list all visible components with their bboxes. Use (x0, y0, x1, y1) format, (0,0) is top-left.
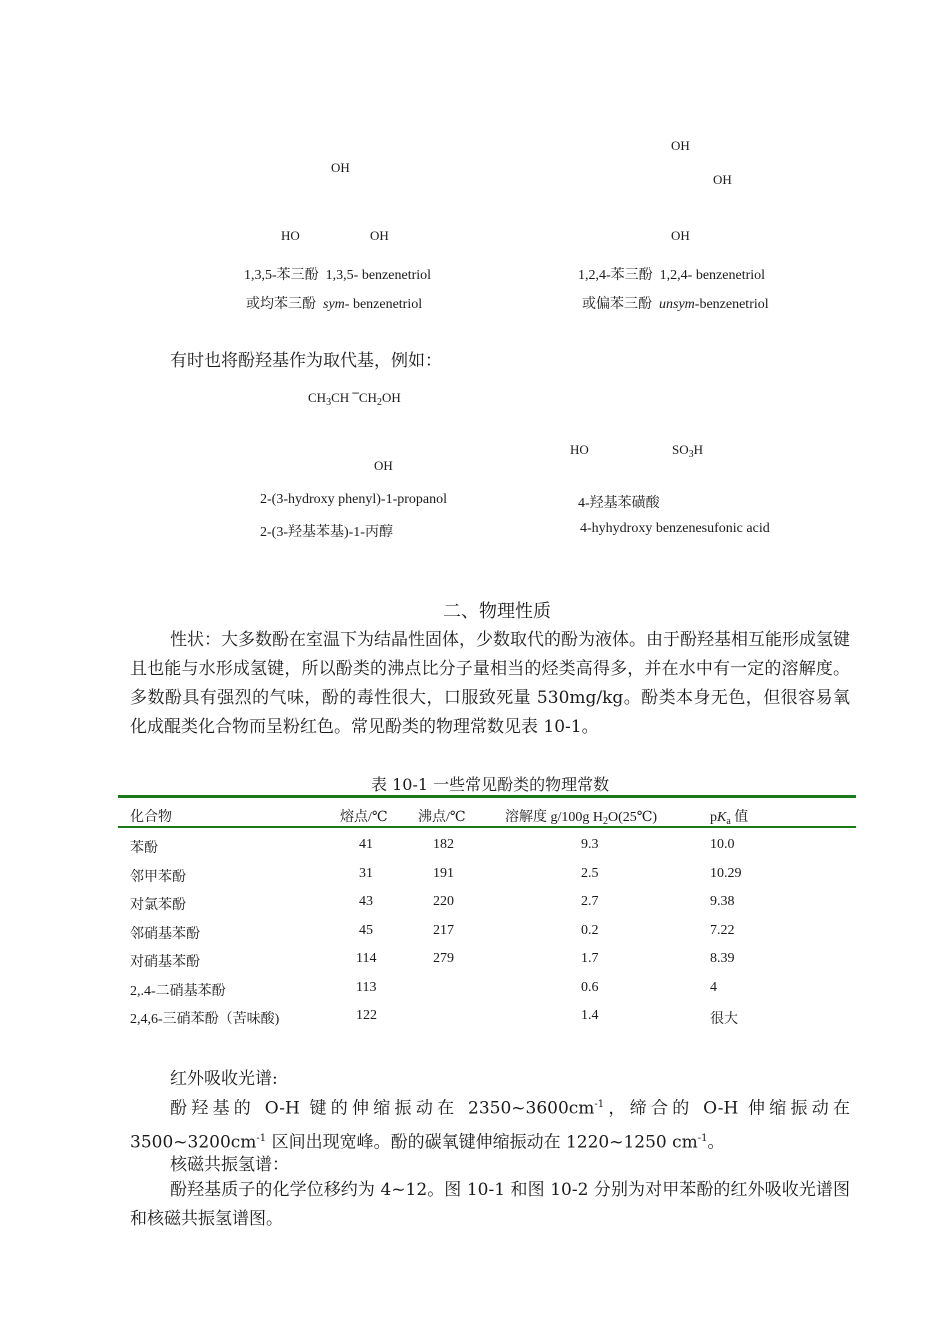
cell-pka: 4 (710, 980, 717, 995)
cell-mp: 41 (359, 837, 373, 852)
s3-oh-end: OH (381, 390, 401, 405)
s3-oh-ring: OH (374, 458, 393, 473)
s2-oh-bottom: OH (671, 228, 690, 243)
nmr-paragraph: 酚羟基质子的化学位移约为 4~12。图 10-1 和图 10-2 分别为对甲苯酚的红外吸收光谱图和核磁共振氢谱图。 (130, 1180, 850, 1229)
cell-solubility: 9.3 (581, 837, 599, 852)
s2-alt-en-italic: unsym (659, 297, 695, 312)
cell-bp: 217 (433, 923, 454, 938)
header-compound: 化合物 (130, 810, 172, 825)
cell-compound: 邻甲苯酚 (130, 870, 186, 885)
cell-solubility: 2.5 (581, 866, 599, 881)
cell-mp: 45 (359, 923, 373, 938)
cell-bp: 279 (433, 951, 454, 966)
cell-solubility: 1.4 (581, 1008, 599, 1023)
cell-bp: 182 (433, 837, 454, 852)
header-pka-p: p (710, 810, 717, 825)
s2-oh-mid: OH (713, 172, 732, 187)
ir-text-2: ，缔合的 O-H 伸缩振动在 3500~3200cm (130, 1098, 850, 1153)
cell-solubility: 2.7 (581, 894, 599, 909)
s3-ch2: CH (358, 390, 377, 405)
header-pka (710, 806, 748, 827)
header-solubility (505, 806, 657, 827)
cell-pka: 9.38 (710, 894, 735, 909)
s2-name-cn: 1,2,4-苯三酚 (578, 268, 653, 283)
ir-text-1: 酚羟基的 O-H 键的伸缩振动在 2350~3600cm (170, 1098, 595, 1119)
ir-paragraph (130, 1090, 850, 1157)
ir-title: 红外吸收光谱: (170, 1069, 278, 1089)
s3-ch3: CH (308, 390, 327, 405)
s2-name (578, 264, 765, 284)
s2-name-en: 1,2,4- benzenetriol (659, 268, 766, 283)
s4-sub3: 3 (688, 449, 694, 460)
s2-alt-cn: 或偏苯三酚 (582, 297, 652, 312)
s4-so3h (672, 442, 703, 460)
cell-mp: 122 (356, 1008, 377, 1023)
header-sol-b: O(25℃) (608, 810, 658, 825)
header-mp: 熔点/℃ (340, 810, 388, 825)
properties-paragraph: 性状：大多数酚在室温下为结晶性固体，少数取代的酚为液体。由于酚羟基相互能形成氢键且也能与水形成氢键，所以酚类的沸点比分子量相当的烃类高得多，并在水中有一定的溶解度。多数酚具有强烈的气味，酚的毒性很大，口服致死量 530mg/kg。酚类本身无色，但很容易氧化成醌类化合物而呈粉红色。常见酚类的物理常数见表 10-1。 (130, 630, 850, 737)
cell-bp: 191 (433, 866, 454, 881)
s3-name-en: 2-(3-hydroxy phenyl)-1-propanol (260, 492, 448, 507)
cell-solubility: 1.7 (581, 951, 599, 966)
s1-ho-left: HO (281, 228, 300, 243)
table-top-rule (118, 795, 856, 798)
s3-dash: – (352, 384, 359, 399)
s1-alt-en-italic: sym- (323, 297, 350, 312)
cell-pka: 8.39 (710, 951, 735, 966)
s1-alt-en-rest: benzenetriol (349, 297, 423, 312)
cell-compound: 邻硝基苯酚 (130, 927, 200, 942)
cell-mp: 43 (359, 894, 373, 909)
cell-compound: 苯酚 (130, 841, 158, 856)
cell-solubility: 0.2 (581, 923, 599, 938)
cell-compound: 对硝基苯酚 (130, 955, 200, 970)
s2-alt-name (582, 293, 769, 313)
cell-compound: 2,4,6-三硝苯酚（苦味酸) (130, 1012, 280, 1027)
ir-text-4: 。 (707, 1132, 725, 1153)
s4-h: H (693, 442, 704, 457)
s1-alt-name (246, 293, 422, 313)
header-pka-sub: a (726, 816, 731, 827)
ir-sup-2: -1 (256, 1132, 267, 1144)
s4-name-cn: 4-羟基苯磺酸 (578, 496, 660, 511)
cell-mp: 113 (356, 980, 377, 995)
cell-pka: 10.0 (710, 837, 735, 852)
s3-ch: CH (331, 390, 350, 405)
cell-pka: 很大 (710, 1012, 738, 1027)
s4-ho: HO (570, 442, 589, 457)
ir-text-3: 区间出现宽峰。酚的碳氧键伸缩振动在 1220~1250 cm (266, 1132, 698, 1153)
nmr-title: 核磁共振氢谱： (170, 1155, 289, 1175)
s1-name-en: 1,3,5- benzenetriol (325, 268, 432, 283)
cell-compound: 2,.4-二硝基苯酚 (130, 984, 226, 999)
s3-sub2: 2 (376, 397, 382, 408)
cell-mp: 114 (356, 951, 377, 966)
s3-name-cn: 2-(3-羟基苯基)-1-丙醇 (260, 525, 393, 540)
header-bp: 沸点/℃ (418, 810, 466, 825)
substituent-intro: 有时也将酚羟基作为取代基，例如： (170, 351, 442, 371)
s1-oh-top: OH (331, 160, 350, 175)
cell-pka: 10.29 (710, 866, 742, 881)
s2-oh-top: OH (671, 138, 690, 153)
header-sol-sub: 2 (603, 816, 608, 827)
s3-sub3: 3 (326, 397, 332, 408)
s4-name-en: 4-hyhydroxy benzenesufonic acid (580, 521, 770, 536)
s1-name-cn: 1,3,5-苯三酚 (244, 268, 319, 283)
s2-alt-en-rest: -benzenetriol (694, 297, 769, 312)
s3-side-chain (308, 384, 401, 408)
header-pka-b: 值 (730, 810, 749, 825)
cell-pka: 7.22 (710, 923, 735, 938)
s1-oh-right: OH (370, 228, 389, 243)
cell-bp: 220 (433, 894, 454, 909)
s1-alt-cn: 或均苯三酚 (246, 297, 316, 312)
table-caption: 表 10-1 一些常见酚类的物理常数 (371, 775, 610, 794)
header-pka-k: K (717, 810, 727, 825)
section-title: 二、物理性质 (443, 601, 551, 622)
ir-sup-3: -1 (697, 1132, 708, 1144)
header-sol-a: 溶解度 g/100g H (505, 810, 603, 825)
cell-compound: 对氯苯酚 (130, 898, 186, 913)
cell-mp: 31 (359, 866, 373, 881)
s1-name (244, 264, 431, 284)
ir-sup-1: -1 (594, 1099, 605, 1110)
cell-solubility: 0.6 (581, 980, 599, 995)
s4-so: SO (672, 442, 689, 457)
